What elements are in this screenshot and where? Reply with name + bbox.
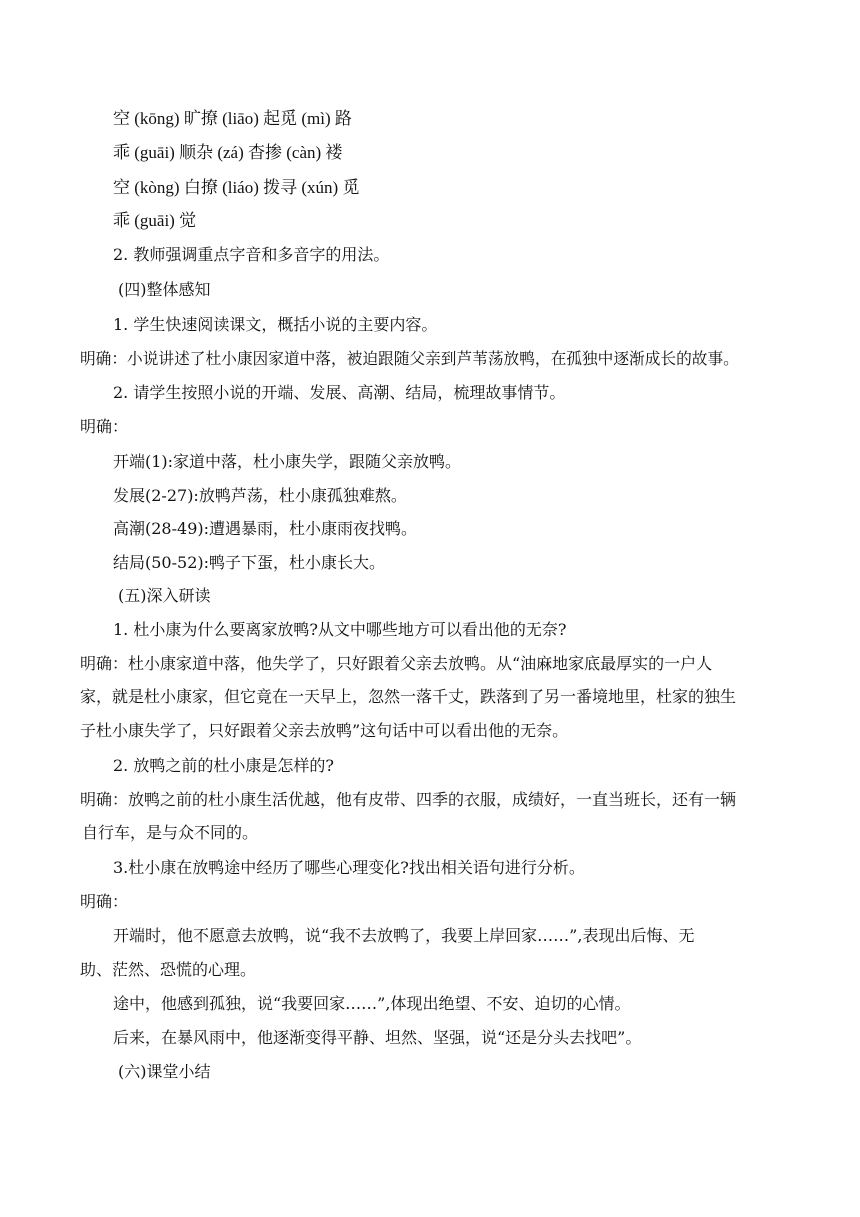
pinyin-line: 空 (kōng) 旷撩 (liāo) 起觅 (mì) 路 (113, 109, 352, 128)
answer-paragraph: 明确：小说讲述了杜小康因家道中落，被迫跟随父亲到芦苇荡放鸭，在孤独中逐渐成长的故事。 (80, 349, 739, 368)
analysis-paragraph: 开端时，他不愿意去放鸭，说“我不去放鸭了，我要上岸回家……”,表现出后悔、无 (113, 926, 695, 945)
answer-paragraph: 家，就是杜小康家，但它竟在一天早上，忽然一落千丈，跌落到了另一番境地里，杜家的独生 (80, 687, 737, 706)
answer-paragraph: 明确：放鸭之前的杜小康生活优越，他有皮带、四季的衣服，成绩好，一直当班长，还有一辆 (80, 790, 737, 809)
analysis-paragraph: 途中，他感到孤独，说“我要回家……”,体现出绝望、不安、迫切的心情。 (113, 994, 631, 1013)
pinyin-line: 空 (kòng) 白撩 (liáo) 拨寻 (xún) 觅 (113, 178, 360, 197)
answer-paragraph: 自行车，是与众不同的。 (82, 823, 259, 842)
question-item: 2. 请学生按照小说的开端、发展、高潮、结局，梳理故事情节。 (113, 383, 566, 402)
analysis-paragraph: 助、茫然、恐慌的心理。 (80, 960, 257, 979)
list-item: 2. 教师强调重点字音和多音字的用法。 (113, 245, 390, 264)
question-item: 1. 杜小康为什么要离家放鸭?从文中哪些地方可以看出他的无奈? (113, 620, 567, 639)
question-item: 1. 学生快速阅读课文，概括小说的主要内容。 (113, 315, 438, 334)
answer-label: 明确： (80, 417, 129, 436)
plot-item: 发展(2-27):放鸭芦荡，杜小康孤独难熬。 (113, 486, 407, 505)
section-heading: (四)整体感知 (118, 280, 211, 299)
answer-label: 明确： (80, 892, 129, 911)
plot-item: 开端(1):家道中落，杜小康失学，跟随父亲放鸭。 (113, 452, 462, 471)
plot-item: 高潮(28-49):遭遇暴雨，杜小康雨夜找鸭。 (113, 519, 418, 538)
pinyin-line: 乖 (guāi) 顺杂 (zá) 杳掺 (càn) 褛 (113, 143, 343, 162)
section-heading: (六)课堂小结 (118, 1062, 211, 1081)
plot-item: 结局(50-52):鸭子下蛋，杜小康长大。 (113, 553, 386, 572)
pinyin-line: 乖 (guāi) 觉 (113, 211, 197, 230)
question-item: 2. 放鸭之前的杜小康是怎样的? (113, 756, 334, 775)
question-item: 3.杜小康在放鸭途中经历了哪些心理变化?找出相关语句进行分析。 (113, 858, 585, 877)
answer-paragraph: 明确：杜小康家道中落，他失学了，只好跟着父亲去放鸭。从“油麻地家底最厚实的一户人 (80, 654, 713, 673)
analysis-paragraph: 后来，在暴风雨中，他逐渐变得平静、坦然、坚强，说“还是分头去找吧”。 (113, 1028, 642, 1047)
answer-paragraph: 子杜小康失学了，只好跟着父亲去放鸭”这句话中可以看出他的无奈。 (80, 721, 569, 740)
section-heading: (五)深入研读 (118, 586, 211, 605)
